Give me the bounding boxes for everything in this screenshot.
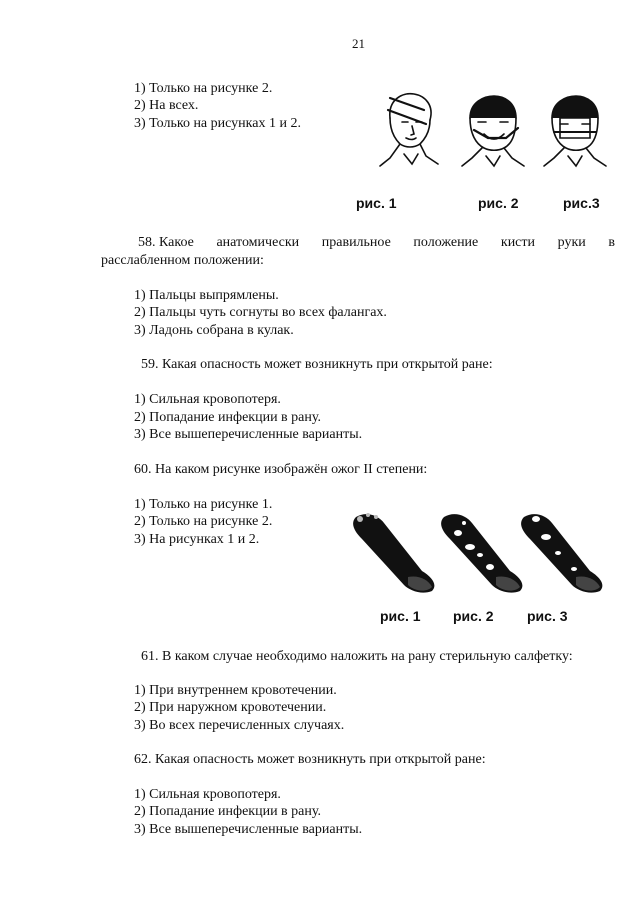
figure-face-3 [542,94,608,170]
q60-figure-label-3: рис. 3 [527,608,568,624]
figure-face-2 [460,94,526,170]
page-number: 21 [352,36,365,51]
q58-question-line-1 [138,234,615,252]
figure-arm-1 [348,505,440,595]
q61-question: 61. В каком случае необходимо наложить на рану стерильную салфетку: [141,649,573,664]
q58-word: положение [413,235,479,250]
q57-option-2: 2) На всех. [134,98,199,113]
figure-arm-2 [436,505,528,595]
q60-question: 60. На каком рисунке изображён ожог II степени: [134,462,428,477]
q57-figure-label-3: рис.3 [563,195,600,211]
q60-option-1: 1) Только на рисунке 1. [134,497,273,512]
q61-option-3: 3) Во всех перечисленных случаях. [134,718,345,733]
q62-option-2: 2) Попадание инфекции в рану. [134,804,321,819]
q59-option-2: 2) Попадание инфекции в рану. [134,410,321,425]
q62-question: 62. Какая опасность может возникнуть при открытой ране: [134,752,486,767]
q59-option-1: 1) Сильная кровопотеря. [134,392,281,407]
q58-word: руки [557,235,586,250]
q58-word: в [608,235,615,250]
q58-option-2: 2) Пальцы чуть согнуты во всех фалангах. [134,305,387,320]
q58-word: кисти [500,235,536,250]
q60-figure-label-2: рис. 2 [453,608,494,624]
figure-face-1 [376,88,444,170]
q60-figure-label-1: рис. 1 [380,608,421,624]
q58-word: 58. Какое [138,235,194,250]
q58-question-line-2: расслабленном положении: [101,253,264,268]
q61-option-1: 1) При внутреннем кровотечении. [134,683,337,698]
q59-question: 59. Какая опасность может возникнуть при открытой ране: [141,357,493,372]
q61-option-2: 2) При наружном кровотечении. [134,700,327,715]
q57-figure-label-1: рис. 1 [356,195,397,211]
figure-arm-3 [516,505,608,595]
q58-word: анатомически [216,235,300,250]
q58-word: правильное [321,235,391,250]
q57-option-1: 1) Только на рисунке 2. [134,81,273,96]
q60-option-2: 2) Только на рисунке 2. [134,514,273,529]
q57-option-3: 3) Только на рисунках 1 и 2. [134,116,301,131]
q58-option-3: 3) Ладонь собрана в кулак. [134,323,294,338]
q62-option-1: 1) Сильная кровопотеря. [134,787,281,802]
q60-option-3: 3) На рисунках 1 и 2. [134,532,260,547]
q62-option-3: 3) Все вышеперечисленные варианты. [134,822,363,837]
q59-option-3: 3) Все вышеперечисленные варианты. [134,427,363,442]
q57-figure-label-2: рис. 2 [478,195,519,211]
q58-option-1: 1) Пальцы выпрямлены. [134,288,279,303]
